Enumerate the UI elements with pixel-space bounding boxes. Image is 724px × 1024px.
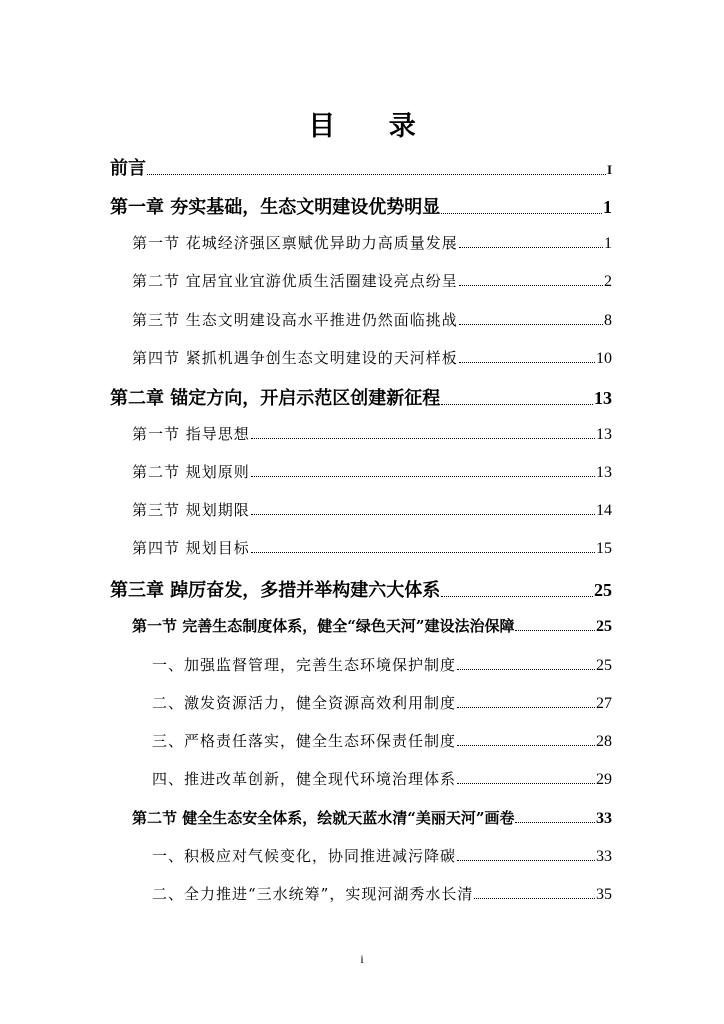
toc-entry-page: 14 [596,502,612,519]
toc-leader-dots [457,707,595,708]
toc-leader-dots [515,822,595,823]
toc-entry-page: 25 [596,618,612,635]
page-number: i [360,952,364,966]
toc-leader-dots [251,552,595,553]
toc-entry-label: 四、推进改革创新，健全现代环境治理体系 [152,770,457,788]
toc-entry-label: 第一节 完善生态制度体系，健全“绿色天河”建设法治保障 [132,617,515,635]
toc-leader-dots [457,783,595,784]
toc-entry-page: 10 [596,350,612,367]
toc-entry-label: 前言 [110,158,146,179]
toc-entry-label: 第一节 花城经济强区禀赋优异助力高质量发展 [132,234,458,252]
toc-entry-label: 二、激发资源活力，健全资源高效利用制度 [152,694,457,712]
toc-entry-page: 27 [596,695,612,712]
toc-entry-label: 第四节 规划目标 [132,539,250,557]
toc-entry[interactable] [152,883,612,904]
toc-entry-page: 13 [596,464,612,481]
toc-title: 目 录 [308,111,438,142]
toc-leader-dots [515,630,595,631]
toc-entry-label: 第一节 指导思想 [132,425,250,443]
toc-entry-page: 29 [596,771,612,788]
toc-entry[interactable] [152,654,612,675]
toc-leader-dots [459,285,603,286]
toc-leader-dots [441,596,593,597]
toc-entry-label: 一、积极应对气候变化，协同推进减污降碳 [152,847,457,865]
toc-entry-page: 8 [604,312,612,329]
toc-leader-dots [457,669,595,670]
toc-leader-dots [441,404,593,405]
toc-entry[interactable] [132,537,612,558]
toc-entry[interactable] [132,807,612,828]
toc-entry[interactable] [132,309,612,330]
toc-entry-page: 13 [594,388,612,408]
toc-entry-page: 33 [596,810,612,827]
toc-entry-page: 25 [596,657,612,674]
toc-leader-dots [251,438,595,439]
toc-entry-page: 1 [603,197,612,217]
toc-entry-page: 13 [596,426,612,443]
toc-entry-label: 第二章 锚定方向，开启示范区创建新征程 [110,388,441,409]
toc-entry-page: 28 [596,733,612,750]
toc-entry-page: 35 [596,886,612,903]
toc-entry-label: 第二节 宜居宜业宜游优质生活圈建设亮点纷呈 [132,272,458,290]
toc-entry-label: 三、严格责任落实，健全生态环保责任制度 [152,732,457,750]
toc-entry-label: 一、加强监督管理，完善生态环境保护制度 [152,656,457,674]
toc-entry[interactable] [132,461,612,482]
toc-entry-label: 二、全力推进“三水统筹”，实现河湖秀水长清 [152,885,474,903]
toc-entry[interactable] [152,692,612,713]
toc-entry[interactable] [132,232,612,253]
toc-entry[interactable] [132,499,612,520]
toc-entry-page: 2 [604,273,612,290]
toc-entry[interactable] [152,768,612,789]
toc-entry[interactable] [110,384,612,410]
toc-leader-dots [251,514,595,515]
toc-entry[interactable] [152,730,612,751]
toc-entry-label: 第二节 健全生态安全体系，绘就天蓝水清“美丽天河”画卷 [132,809,515,827]
toc-leader-dots [457,745,595,746]
toc-leader-dots [459,247,603,248]
toc-entry-label: 第四节 紧抓机遇争创生态文明建设的天河样板 [132,349,458,367]
toc-entry[interactable] [132,615,612,636]
toc-leader-dots [459,324,603,325]
toc-entry-label: 第三节 规划期限 [132,501,250,519]
toc-entry-label: 第二节 规划原则 [132,463,250,481]
toc-entry-page: 1 [604,235,612,252]
toc-entry[interactable] [132,423,612,444]
toc-entry-label: 第一章 夯实基础，生态文明建设优势明显 [110,197,441,218]
toc-entry[interactable] [152,845,612,866]
toc-entry-page: 15 [596,540,612,557]
toc-entry[interactable] [132,270,612,291]
toc-entry[interactable] [110,193,612,219]
toc-entry[interactable] [110,576,612,602]
toc-entry[interactable] [110,154,612,180]
toc-entry-page: 33 [596,848,612,865]
toc-entry-page: 25 [594,580,612,600]
toc-entry-page: I [606,162,612,177]
toc-leader-dots [441,213,602,214]
toc-leader-dots [457,860,595,861]
toc-entry[interactable] [132,347,612,368]
toc-leader-dots [147,174,606,175]
toc-entry-label: 第三章 踔厉奋发，多措并举构建六大体系 [110,580,441,601]
toc-leader-dots [459,362,595,363]
toc-leader-dots [474,898,595,899]
toc-entry-label: 第三节 生态文明建设高水平推进仍然面临挑战 [132,311,458,329]
toc-leader-dots [251,476,595,477]
